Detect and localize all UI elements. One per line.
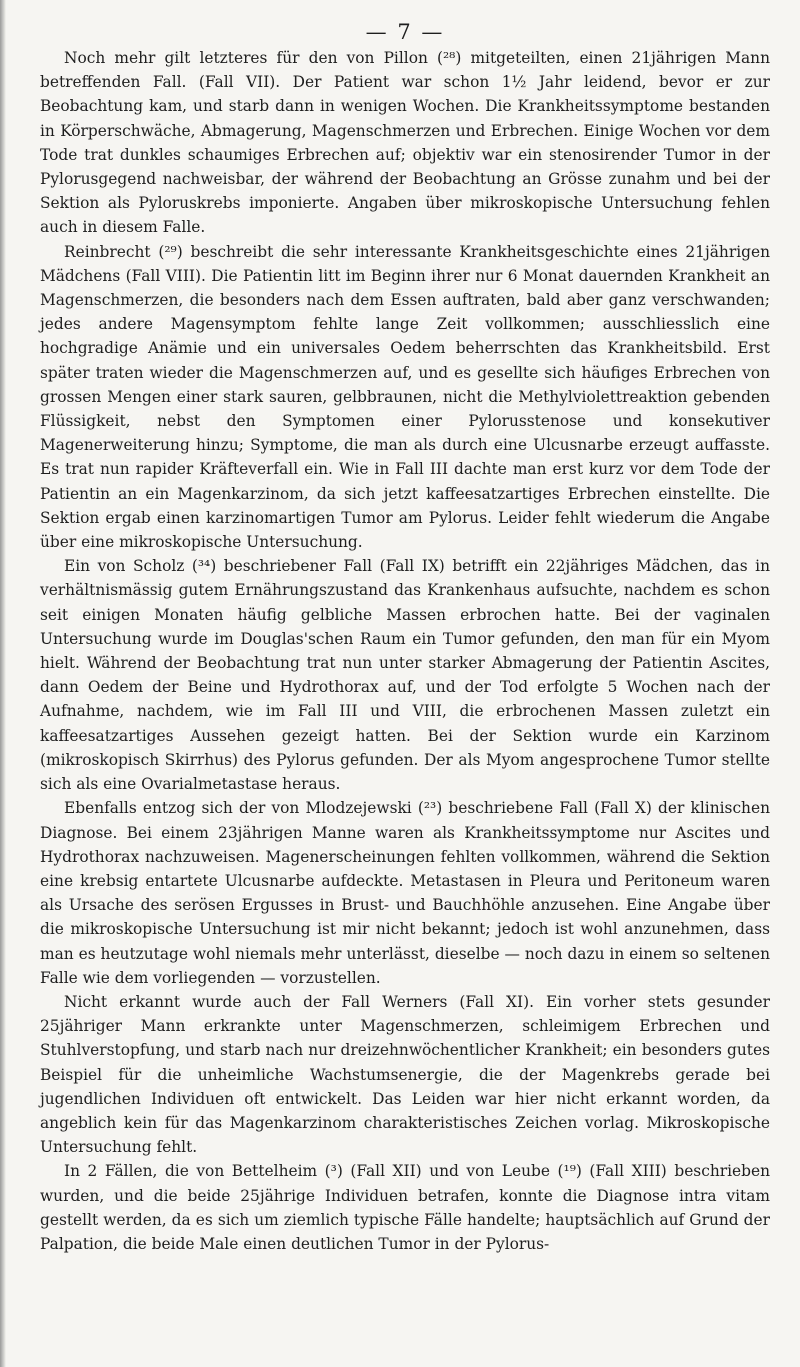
document-page — [40, 20, 770, 1256]
paragraph-fall-viii: Reinbrecht (²⁹) beschreibt die sehr interessante Krankheitsgeschichte eines 21jährigen Mädchens (Fall VIII). Die Patientin litt im Beginn ihrer nur 6 Monat dauernden Krankheit an Magenschmerzen, die besonders nach dem Essen auftraten, bald aber ganz verschwanden; jedes andere Magensymptom fehlte lange Zeit vollkommen; ausschliesslich eine hochgradige Anämie und ein universales Oedem beherrschten das Krankheitsbild. Erst später traten wieder die Magenschmerzen auf, und es gesellte sich häufiges Erbrechen von grossen Mengen einer stark sauren, gelbbraunen, nicht die Methylviolettreaktion gebenden Flüssigkeit, nebst den Symptomen einer Pylorusstenose und konsekutiver Magenerweiterung hinzu; Symptome, die man als durch eine Ulcusnarbe erzeugt auffasste. Es trat nun rapider Kräfteverfall ein. Wie in Fall III dachte man erst kurz vor dem Tode der Patientin an ein Magenkarzinom, da sich jetzt kaffeesatzartiges Erbrechen einstellte. Die Sektion ergab einen karzinomartigen Tumor am Pylorus. Leider fehlt wiederum die Angabe über eine mikroskopische Untersuchung. — [40, 242, 770, 552]
paragraph-fall-x: Ebenfalls entzog sich der von Mlodzejewski (²³) beschriebene Fall (Fall X) der klinischen Diagnose. Bei einem 23jährigen Manne waren als Krankheitssymptome nur Ascites und Hydrothorax nachzuweisen. Magenerscheinungen fehlten vollkommen, während die Sektion eine krebsig entartete Ulcusnarbe aufdeckte. Metastasen in Pleura und Peritoneum waren als Ursache des serösen Ergusses in Brust- und Bauchhöhle anzusehen. Eine Angabe über die mikroskopische Untersuchung ist mir nicht bekannt; jedoch ist wohl anzunehmen, dass man es heutzutage wohl niemals mehr unterlässt, dieselbe — noch dazu in einem so seltenen Falle wie dem vorliegenden — vorzustellen. — [40, 799, 770, 987]
scan-edge — [0, 0, 6, 1367]
paragraph-fall-xii-xiii: In 2 Fällen, die von Bettelheim (³) (Fall XII) und von Leube (¹⁹) (Fall XIII) beschrieben wurden, und die beide 25jährige Individuen betrafen, konnte die Diagnose intra vitam gestellt werden, da es sich um ziemlich typische Fälle handelte; hauptsächlich auf Grund der Palpation, die beide Male einen deutlichen Tumor in der Pylorus- — [40, 1162, 770, 1253]
paragraph-fall-vii: Noch mehr gilt letzteres für den von Pillon (²⁸) mitgeteilten, einen 21jährigen Mann betreffenden Fall. (Fall VII). Der Patient war schon 1½ Jahr leidend, bevor er zur Beobachtung kam, und starb dann in wenigen Wochen. Die Krankheitssymptome bestanden in Körperschwäche, Abmagerung, Magenschmerzen und Erbrechen. Einige Wochen vor dem Tode trat dunkles schaumiges Erbrechen auf; objektiv war ein stenosirender Tumor in der Pylorusgegend nachweisbar, der während der Beobachtung an Grösse zunahm und bei der Sektion als Pyloruskrebs imponierte. Angaben über mikroskopische Untersuchung fehlen auch in diesem Falle. — [40, 49, 770, 237]
page-number: — 7 — — [365, 20, 445, 44]
paragraph-fall-ix: Ein von Scholz (³⁴) beschriebener Fall (Fall IX) betrifft ein 22jähriges Mädchen, das in verhältnismässig gutem Ernährungszustand das Krankenhaus aufsuchte, nachdem es schon seit einigen Monaten häufig gelbliche Massen erbrochen hatte. Bei der vaginalen Untersuchung wurde im Douglas'schen Raum ein Tumor gefunden, den man für ein Myom hielt. Während der Beobachtung trat nun unter starker Abmagerung der Patientin Ascites, dann Oedem der Beine und Hydrothorax auf, und der Tod erfolgte 5 Wochen nach der Aufnahme, nachdem, wie im Fall III und VIII, die erbrochenen Massen zuletzt ein kaffeesatzartiges Aussehen gezeigt hatten. Bei der Sektion wurde ein Karzinom (mikroskopisch Skirrhus) des Pylorus gefunden. Der als Myom angesprochene Tumor stellte sich als eine Ovarialmetastase heraus. — [40, 557, 770, 794]
paragraph-fall-xi: Nicht erkannt wurde auch der Fall Werners (Fall XI). Ein vorher stets gesunder 25jähriger Mann erkrankte unter Magenschmerzen, schleimigem Erbrechen und Stuhlverstopfung, und starb nach nur dreizehnwöchentlicher Krankheit; ein besonders gutes Beispiel für die unheimliche Wachstumsenergie, die der Magenkrebs gerade bei jugendlichen Individuen oft entwickelt. Das Leiden war hier nicht erkannt worden, da angeblich kein für das Magenkarzinom charakteristisches Zeichen vorlag. Mikroskopische Untersuchung fehlt. — [40, 992, 770, 1157]
